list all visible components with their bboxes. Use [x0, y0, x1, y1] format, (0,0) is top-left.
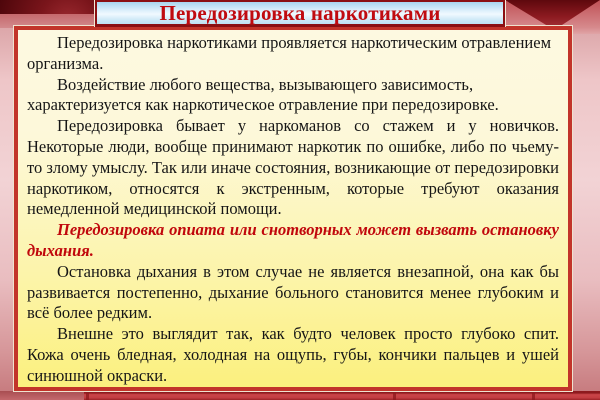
paragraph-breathing-stop: Остановка дыхания в этом случае не является внезапной, она как бы развивается постепенно, дыхание больного становится менее глубоким и всё более редким.	[27, 261, 559, 323]
bottom-bar-seam	[393, 391, 396, 400]
paragraph-substance-effect: Воздействие любого вещества, вызывающего зависимость, характеризуется как наркотическое отравление при передозировке.	[27, 74, 499, 115]
bottom-bar-seam	[532, 391, 535, 400]
slide-title-bar	[95, 0, 505, 27]
top-left-corner-decoration	[0, 0, 95, 14]
slide-title: Передозировка наркотиками	[159, 1, 441, 25]
content-box	[14, 26, 572, 391]
paragraph-outward-signs: Внешне это выглядит так, как будто человек просто глубоко спит. Кожа очень бледная, холодная на ощупь, губы, кончики пальцев и ушей синюшной окраски.	[27, 324, 559, 385]
paragraph-who-overdoses: Передозировка бывает у наркоманов со стажем и у новичков. Некоторые люди, вообще принимают наркотик по ошибке, либо по чьему-то злому умыслу. Так или иначе состояния, возникающие от передозировки наркотиком, относятся к экстренным, которые требуют оказания немедленной медицинской помощи.	[27, 116, 559, 219]
bottom-bar-light-segment	[0, 391, 84, 400]
paragraph-opiate-warning: Передозировка опиата или снотворных может вызвать остановку дыхания.	[27, 220, 559, 260]
bottom-decoration-bar	[0, 391, 600, 400]
bottom-bar-seam	[86, 391, 89, 400]
paragraph-overdose-definition: Передозировка наркотиками проявляется наркотическим отравлением организма.	[27, 33, 552, 73]
